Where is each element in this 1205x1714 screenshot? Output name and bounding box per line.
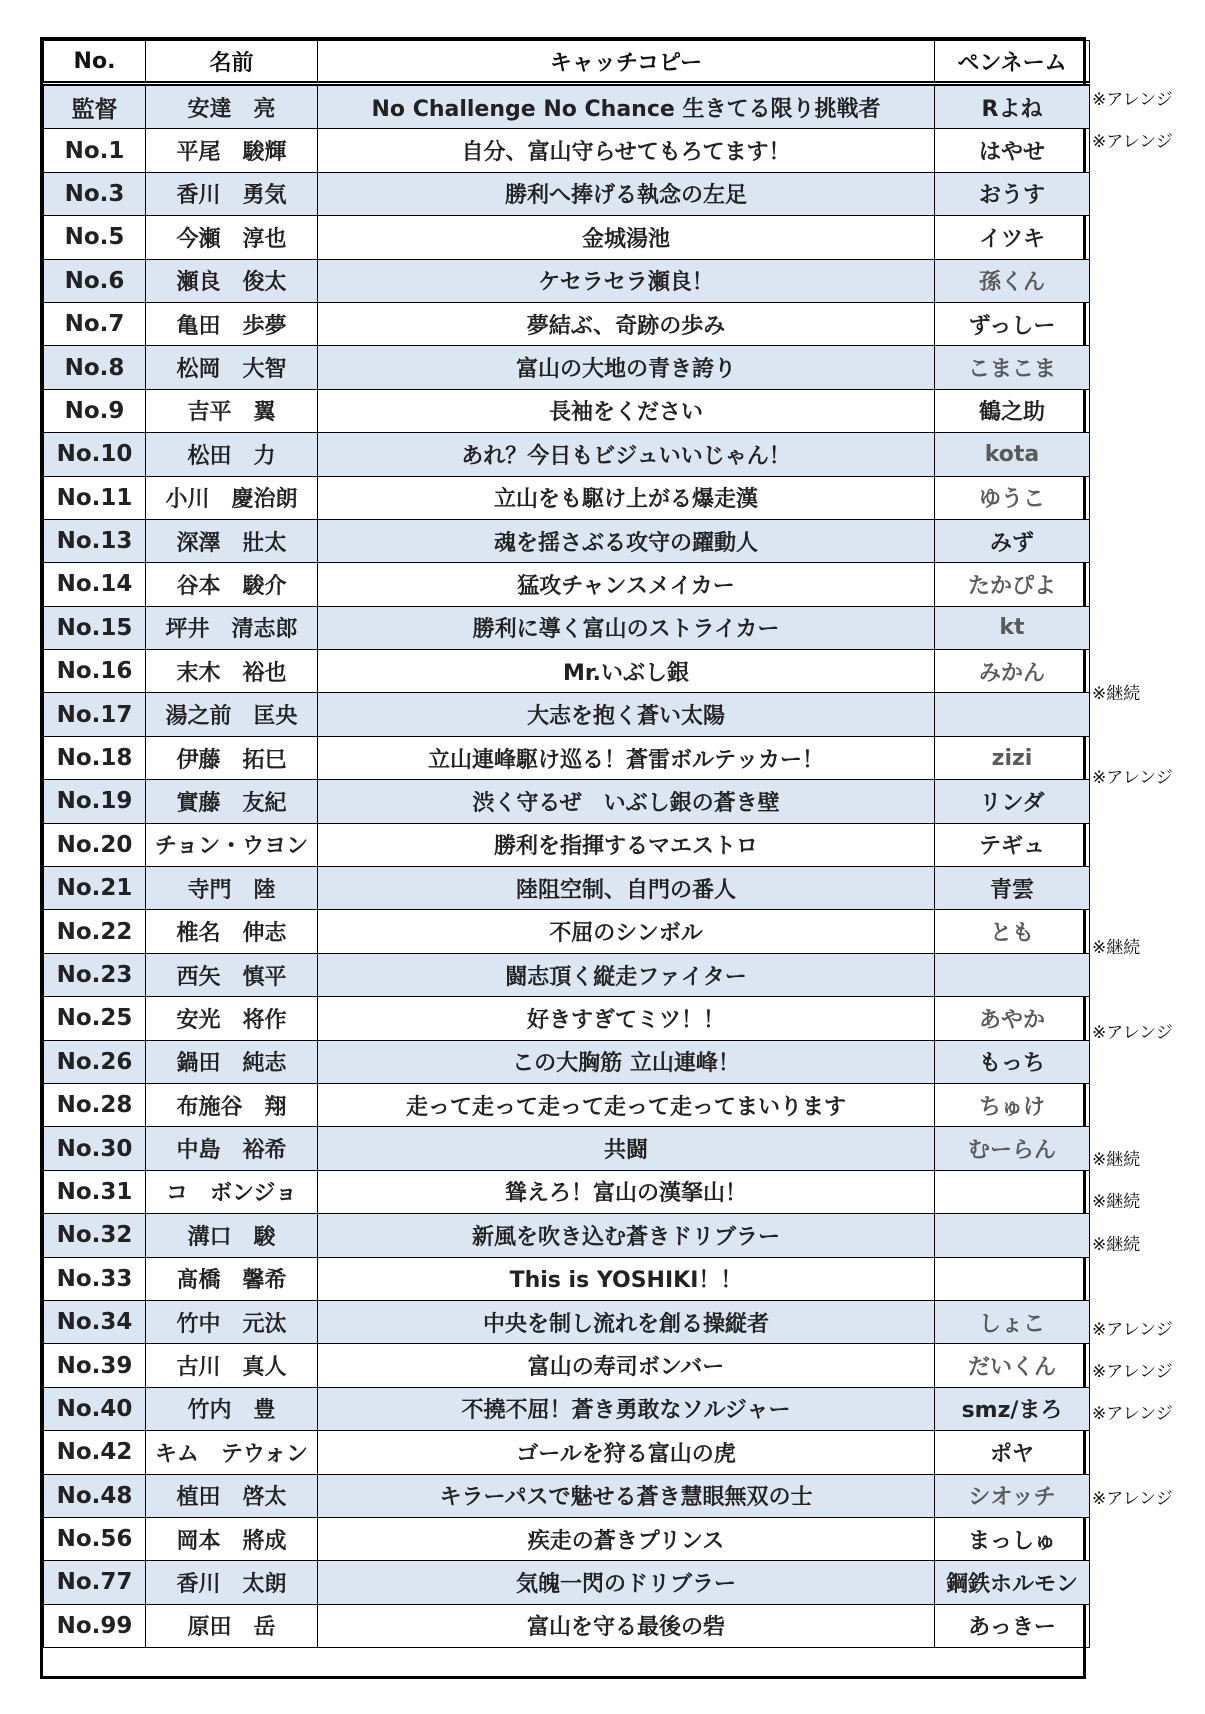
cell-name: 中島 裕希 [146,1127,318,1170]
cell-name: 湯之前 匡央 [146,693,318,736]
cell-name: 今瀬 淳也 [146,216,318,259]
cell-name: 竹中 元汰 [146,1300,318,1343]
cell-name: 末木 裕也 [146,650,318,693]
cell-penname: だいくん [935,1344,1090,1387]
cell-catchcopy: 疾走の蒼きプリンス [318,1517,935,1560]
cell-number: No.18 [44,736,146,779]
cell-catchcopy: 聳えろ！富山の漢拏山！ [318,1170,935,1213]
table-row [44,1083,1090,1126]
cell-number: No.40 [44,1387,146,1430]
cell-number: No.15 [44,606,146,649]
cell-penname: 青雲 [935,867,1090,910]
cell-name: 伊藤 拓巳 [146,736,318,779]
cell-catchcopy: 自分、富山守らせてもろてます！ [318,129,935,172]
cell-penname: あやか [935,997,1090,1040]
table-row [44,433,1090,476]
cell-name: 安光 将作 [146,997,318,1040]
cell-catchcopy: 新風を吹き込む蒼きドリブラー [318,1214,935,1257]
cell-number: No.25 [44,997,146,1040]
cell-penname [935,953,1090,996]
cell-name: 岡本 將成 [146,1517,318,1560]
cell-catchcopy: 金城湯池 [318,216,935,259]
cell-penname [935,1257,1090,1300]
cell-penname: シオッチ [935,1474,1090,1517]
cell-name: 髙橋 馨希 [146,1257,318,1300]
cell-number: No.34 [44,1300,146,1343]
cell-number: No.99 [44,1604,146,1647]
cell-catchcopy: 共闘 [318,1127,935,1170]
roster-table [43,40,1090,1648]
cell-number: No.8 [44,346,146,389]
header-name: 名前 [146,41,318,84]
cell-number: No.7 [44,302,146,345]
cell-penname: kt [935,606,1090,649]
cell-number: No.5 [44,216,146,259]
row-note: ※アレンジ [1092,1022,1173,1043]
cell-penname: まっしゅ [935,1517,1090,1560]
cell-name: 西矢 慎平 [146,953,318,996]
cell-penname [935,693,1090,736]
table-row [44,563,1090,606]
table-row [44,1170,1090,1213]
cell-catchcopy: 好きすぎてミツ！！ [318,997,935,1040]
table-row [44,650,1090,693]
cell-name: 安達 亮 [146,84,318,129]
row-note: ※アレンジ [1092,1362,1173,1382]
cell-catchcopy: 猛攻チャンスメイカー [318,563,935,606]
cell-name: 溝口 駿 [146,1214,318,1257]
cell-catchcopy: 長袖をください [318,389,935,432]
cell-catchcopy: No Challenge No Chance 生きてる限り挑戦者 [318,84,935,129]
cell-number: No.32 [44,1214,146,1257]
cell-catchcopy: 富山を守る最後の砦 [318,1604,935,1647]
row-note: ※継続 [1092,1234,1141,1255]
cell-penname: ずっしー [935,302,1090,345]
row-note: ※継続 [1092,938,1141,958]
cell-number: No.33 [44,1257,146,1300]
row-note: ※継続 [1092,1192,1141,1213]
cell-catchcopy: 勝利に導く富山のストライカー [318,606,935,649]
table-row [44,780,1090,823]
cell-penname: あっきー [935,1604,1090,1647]
cell-penname: ゆうこ [935,476,1090,519]
cell-penname [935,1170,1090,1213]
table-row [44,823,1090,866]
cell-name: 平尾 駿輝 [146,129,318,172]
cell-number: No.6 [44,259,146,302]
table-row [44,259,1090,302]
cell-number: No.10 [44,433,146,476]
table-row [44,693,1090,736]
table-row [44,1561,1090,1604]
table-row [44,1127,1090,1170]
cell-number: No.19 [44,780,146,823]
table-row [44,129,1090,172]
row-note: ※アレンジ [1092,768,1173,789]
table-row [44,1300,1090,1343]
cell-catchcopy: 走って走って走って走って走ってまいります [318,1083,935,1126]
cell-catchcopy: ケセラセラ瀬良！ [318,259,935,302]
cell-penname: 孫くん [935,259,1090,302]
cell-name: 竹内 豊 [146,1387,318,1430]
table-row [44,997,1090,1040]
cell-catchcopy: 魂を揺さぶる攻守の躍動人 [318,519,935,562]
cell-catchcopy: 闘志頂く縦走ファイター [318,953,935,996]
table-row [44,1040,1090,1083]
table-row [44,1517,1090,1560]
cell-name: 谷本 駿介 [146,563,318,606]
table-row [44,172,1090,215]
header-catchcopy: キャッチコピー [318,41,935,84]
table-row [44,1344,1090,1387]
cell-number: No.56 [44,1517,146,1560]
header-penname: ペンネーム [935,41,1090,84]
cell-penname: しょこ [935,1300,1090,1343]
table-row [44,606,1090,649]
cell-penname: ポヤ [935,1431,1090,1474]
cell-catchcopy: 渋く守るぜ いぶし銀の蒼き壁 [318,780,935,823]
row-note: ※アレンジ [1092,132,1173,153]
cell-number: No.11 [44,476,146,519]
cell-catchcopy: この大胸筋 立山連峰！ [318,1040,935,1083]
roster-table-frame [40,37,1086,1679]
cell-number: No.42 [44,1431,146,1474]
cell-number: No.39 [44,1344,146,1387]
cell-penname: kota [935,433,1090,476]
cell-name: 香川 勇気 [146,172,318,215]
cell-name: 實藤 友紀 [146,780,318,823]
table-row [44,910,1090,953]
table-row [44,346,1090,389]
cell-catchcopy: 富山の寿司ボンバー [318,1344,935,1387]
cell-catchcopy: This is YOSHIKI！！ [318,1257,935,1300]
cell-number: No.22 [44,910,146,953]
cell-penname: こまこま [935,346,1090,389]
cell-number: 監督 [44,84,146,129]
cell-catchcopy: 不撓不屈！蒼き勇敢なソルジャー [318,1387,935,1430]
table-row [44,953,1090,996]
cell-catchcopy: 陸阻空制、自門の番人 [318,867,935,910]
cell-penname: 鋼鉄ホルモン [935,1561,1090,1604]
cell-number: No.21 [44,867,146,910]
cell-number: No.48 [44,1474,146,1517]
cell-penname: はやせ [935,129,1090,172]
cell-penname: テギュ [935,823,1090,866]
cell-number: No.28 [44,1083,146,1126]
cell-name: 鍋田 純志 [146,1040,318,1083]
cell-catchcopy: 夢結ぶ、奇跡の歩み [318,302,935,345]
cell-name: 小川 慶治朗 [146,476,318,519]
table-row [44,1387,1090,1430]
cell-name: 寺門 陸 [146,867,318,910]
cell-number: No.26 [44,1040,146,1083]
cell-number: No.30 [44,1127,146,1170]
cell-name: 瀬良 俊太 [146,259,318,302]
table-row [44,84,1090,129]
cell-catchcopy: 中央を制し流れを創る操縦者 [318,1300,935,1343]
cell-number: No.31 [44,1170,146,1213]
cell-penname [935,1214,1090,1257]
cell-name: 布施谷 翔 [146,1083,318,1126]
table-row [44,867,1090,910]
cell-name: 植田 啓太 [146,1474,318,1517]
cell-penname: zizi [935,736,1090,779]
table-row [44,302,1090,345]
cell-number: No.14 [44,563,146,606]
cell-number: No.20 [44,823,146,866]
cell-name: チョン・ウヨン [146,823,318,866]
table-row [44,1214,1090,1257]
cell-number: No.23 [44,953,146,996]
cell-penname: おうす [935,172,1090,215]
cell-number: No.9 [44,389,146,432]
cell-number: No.17 [44,693,146,736]
cell-name: 松岡 大智 [146,346,318,389]
cell-catchcopy: Mr.いぶし銀 [318,650,935,693]
cell-penname: イツキ [935,216,1090,259]
cell-penname: むーらん [935,1127,1090,1170]
table-row [44,736,1090,779]
cell-catchcopy: 大志を抱く蒼い太陽 [318,693,935,736]
cell-name: 古川 真人 [146,1344,318,1387]
cell-catchcopy: ゴールを狩る富山の虎 [318,1431,935,1474]
cell-name: 坪井 清志郎 [146,606,318,649]
header-no: No. [44,41,146,84]
cell-name: 吉平 翼 [146,389,318,432]
table-row [44,1257,1090,1300]
cell-penname: リンダ [935,780,1090,823]
row-note: ※継続 [1092,683,1141,704]
table-row [44,216,1090,259]
cell-penname: ちゅけ [935,1083,1090,1126]
cell-catchcopy: 勝利へ捧げる執念の左足 [318,172,935,215]
cell-penname: みず [935,519,1090,562]
row-note: ※アレンジ [1092,1319,1173,1340]
row-note: ※継続 [1092,1150,1141,1170]
table-row [44,1431,1090,1474]
row-note: ※アレンジ [1092,1489,1173,1510]
cell-number: No.16 [44,650,146,693]
cell-catchcopy: 富山の大地の青き誇り [318,346,935,389]
cell-penname: Rよね [935,84,1090,129]
cell-catchcopy: 立山連峰駆け巡る！蒼雷ボルテッカー！ [318,736,935,779]
cell-penname: もっち [935,1040,1090,1083]
table-body [44,84,1090,1648]
cell-penname: 鶴之助 [935,389,1090,432]
cell-number: No.3 [44,172,146,215]
cell-name: 香川 太朗 [146,1561,318,1604]
cell-catchcopy: あれ？今日もビジュいいじゃん！ [318,433,935,476]
cell-penname: smz/まろ [935,1387,1090,1430]
table-row [44,519,1090,562]
cell-number: No.13 [44,519,146,562]
table-row [44,1474,1090,1517]
cell-name: 深澤 壯太 [146,519,318,562]
cell-name: 原田 岳 [146,1604,318,1647]
cell-catchcopy: キラーパスで魅せる蒼き慧眼無双の士 [318,1474,935,1517]
cell-catchcopy: 立山をも駆け上がる爆走漢 [318,476,935,519]
table-header-row [44,41,1090,84]
row-note: ※アレンジ [1092,90,1173,110]
cell-catchcopy: 勝利を指揮するマエストロ [318,823,935,866]
cell-penname: みかん [935,650,1090,693]
table-row [44,476,1090,519]
row-note: ※アレンジ [1092,1404,1173,1425]
cell-penname: たかぴよ [935,563,1090,606]
cell-name: キム テウォン [146,1431,318,1474]
cell-name: コ ボンジョ [146,1170,318,1213]
cell-catchcopy: 気魄一閃のドリブラー [318,1561,935,1604]
cell-number: No.1 [44,129,146,172]
cell-catchcopy: 不屈のシンボル [318,910,935,953]
cell-name: 椎名 伸志 [146,910,318,953]
cell-number: No.77 [44,1561,146,1604]
table-row [44,1604,1090,1647]
cell-name: 亀田 歩夢 [146,302,318,345]
table-row [44,389,1090,432]
cell-name: 松田 力 [146,433,318,476]
cell-penname: とも [935,910,1090,953]
